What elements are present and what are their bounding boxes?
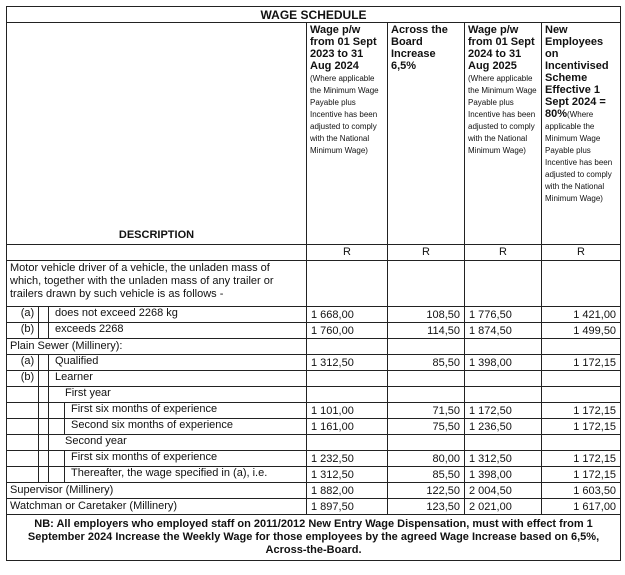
wage-schedule-sheet — [6, 6, 620, 561]
table-row: Second year — [7, 435, 621, 451]
table-row: Second six months of experience 1 161,00 75,50 1 236,50 1 172,15 — [7, 419, 621, 435]
unit-label: R — [542, 245, 621, 261]
unit-label: R — [388, 245, 465, 261]
table-row: (b) exceeds 2268 1 760,00 114,50 1 874,50 1 499,50 — [7, 323, 621, 339]
table-row: First six months of experience 1 101,00 71,50 1 172,50 1 172,15 — [7, 403, 621, 419]
table-row: Supervisor (Millinery) 1 882,00 122,50 2 004,50 1 603,50 — [7, 483, 621, 499]
wage-schedule-table — [6, 6, 621, 561]
table-title: WAGE SCHEDULE — [7, 7, 621, 23]
table-row: Thereafter, the wage specified in (a), i.e. 1 312,50 85,50 1 398,00 1 172,15 — [7, 467, 621, 483]
motor-vehicle-intro: Motor vehicle driver of a vehicle, the unladen mass of which, together with the unladen mass of any trailer or trailers drawn by such vehicle is as follows - — [7, 261, 307, 307]
table-row: Plain Sewer (Millinery): — [7, 339, 621, 355]
unit-label: R — [465, 245, 542, 261]
table-row: First year — [7, 387, 621, 403]
description-header: DESCRIPTION — [7, 23, 307, 245]
table-row: Watchman or Caretaker (Millinery) 1 897,50 123,50 2 021,00 1 617,00 — [7, 499, 621, 515]
column-header-new-employees: New Employees on Incentivised Scheme Effective 1 Sept 2024 = 80%(Where applicable the Minimum Wage Payable plus Incentive has been adjusted to comply with the National Minimum Wage) — [542, 23, 621, 245]
column-header-wage-2024: Wage p/w from 01 Sept 2024 to 31 Aug 2025 (Where applicable the Minimum Wage Payable plus Incentive has been adjusted to comply with the National Minimum Wage) — [465, 23, 542, 245]
unit-label: R — [307, 245, 388, 261]
table-row: (b) Learner — [7, 371, 621, 387]
column-header-wage-2023: Wage p/w from 01 Sept 2023 to 31 Aug 2024 (Where applicable the Minimum Wage Payable plus Incentive has been adjusted to comply with the National Minimum Wage) — [307, 23, 388, 245]
table-row: (a) does not exceed 2268 kg 1 668,00 108,50 1 776,50 1 421,00 — [7, 307, 621, 323]
unit-blank — [7, 245, 307, 261]
table-row: (a) Qualified 1 312,50 85,50 1 398,00 1 172,15 — [7, 355, 621, 371]
nb-note: NB: All employers who employed staff on 2011/2012 New Entry Wage Dispensation, must with effect from 1 September 2024 Increase the Weekly Wage for those employees by the agreed Wage Increase based on 6,5%, Across-the-Board. — [7, 515, 621, 561]
table-row: First six months of experience 1 232,50 80,00 1 312,50 1 172,15 — [7, 451, 621, 467]
column-header-increase: Across the Board Increase 6,5% — [388, 23, 465, 245]
